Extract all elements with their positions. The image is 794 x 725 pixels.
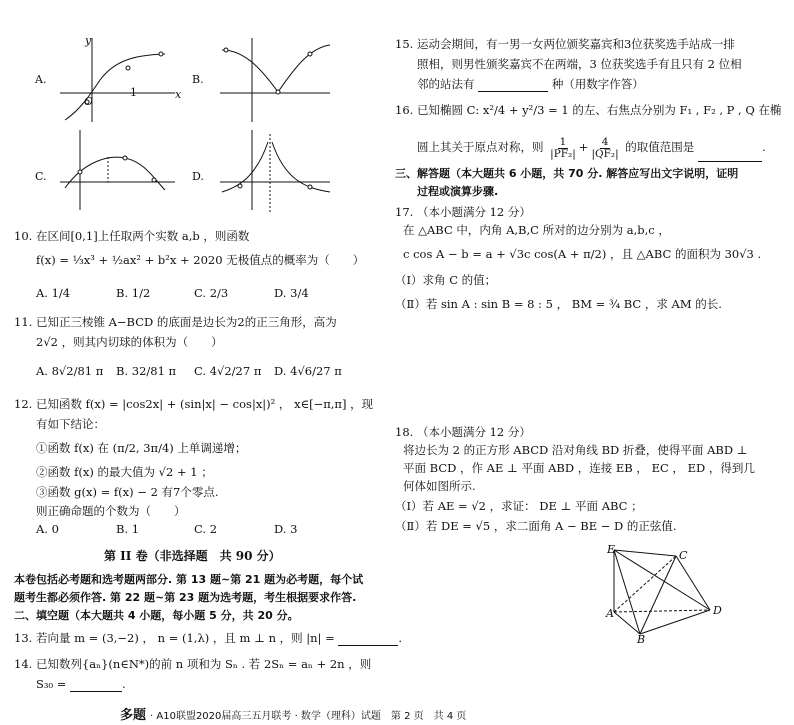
part2-intro-1: 本卷包括必考题和选考题两部分. 第 13 题~第 21 题为必考题，每个试 — [14, 573, 364, 586]
q12-conclusion-3: ③函数 g(x) = f(x) − 2 有7个零点. — [36, 485, 219, 499]
q14-ask — [36, 676, 126, 692]
q17-part-2: （Ⅱ）若 sin A : sin B = 8 : 5 ， BM = ¾ BC ，求 AM 的长. — [395, 297, 722, 311]
geometry-figure — [600, 540, 730, 645]
q12-option-b: B. 1 — [116, 522, 140, 536]
q12-conclusion-1: ①函数 f(x) 在 (π/2, 3π/4) 上单调递增； — [36, 441, 247, 455]
q16-text-2: 的取值范围是 — [625, 140, 695, 154]
q16-frac-2: $\frac{4}{\text{|QF₂|}}$ — [591, 135, 619, 160]
q18-line-2: 平面 BCD ，作 AE ⊥ 平面 ABD ，连接 EB ， EC ， ED ，得到几 — [403, 461, 755, 475]
q12-conclusion-2: ②函数 f(x) 的最大值为 √2 + 1 ； — [36, 465, 213, 479]
q12-stem: 12. 已知函数 f(x) = |cos2x| + (sin|x| − cos|x|)² ， x∈[−π,π] ，现 — [14, 397, 374, 411]
q10-stem: 10. 在区间[0,1]上任取两个实数 a,b ，则函数 — [14, 229, 250, 243]
q10-option-b: B. 1/2 — [116, 286, 151, 300]
q15-text-end: 种（用数字作答） — [551, 77, 644, 91]
q12-option-a: A. 0 — [36, 522, 59, 536]
figure-label-d: D — [713, 604, 722, 617]
q16-text: 圆上其关于原点对称，则 — [417, 140, 544, 154]
q16-line-1: 16. 已知椭圆 C: x²/4 + y²/3 = 1 的左、右焦点分别为 F₁ , F₂ , P , Q 在椭 — [395, 103, 782, 117]
axis-x-label: x — [175, 88, 182, 101]
q18-head: 18. （本小题满分 12 分） — [395, 425, 531, 439]
graph-label-d: D. — [192, 170, 204, 183]
q14-stem: 14. 已知数列{aₙ}(n∈N*)的前 n 项和为 Sₙ . 若 2Sₙ = aₙ + 2n ，则 — [14, 657, 372, 671]
q18-line-3: 何体如图所示. — [403, 479, 476, 493]
axis-y-label: y — [85, 34, 92, 47]
answer-section-title: 三、解答题（本大题共 6 小题，共 70 分. 解答应写出文字说明，证明 — [395, 167, 739, 180]
q10-option-c: C. 2/3 — [194, 286, 229, 300]
q16-line-2: 圆上其关于原点对称，则 $\frac{1}{\text{|PF₂|}}$ + $\frac{4}{\text{|QF₂|}}$ 的取值范围是 . — [417, 132, 766, 162]
q10-option-a: A. 1/4 — [36, 286, 71, 300]
q12-option-d: D. 3 — [274, 522, 298, 536]
q14-answer-blank[interactable] — [70, 680, 122, 692]
q12-stem-cont: 有如下结论： — [36, 417, 105, 431]
q15-line-1: 15. 运动会期间，有一男一女两位颁奖嘉宾和3位获奖选手站成一排 — [395, 37, 735, 51]
part2-intro-2: 题考生都必须作答. 第 22 题~第 23 题为选考题，考生根据要求作答. — [14, 591, 357, 604]
q14-s30: S₃₀ = — [36, 677, 67, 691]
q11-option-a: A. 8√2/81 π — [36, 364, 104, 378]
origin-label: O — [84, 95, 94, 108]
answer-section-title-cont: 过程或演算步骤. — [417, 185, 499, 198]
q11-option-b: B. 32/81 π — [116, 364, 177, 378]
q14-end: . — [122, 677, 126, 691]
q17-head: 17. （本小题满分 12 分） — [395, 205, 531, 219]
tick-one-label: 1 — [130, 86, 137, 99]
q11-option-c: C. 4√2/27 π — [194, 364, 262, 378]
figure-label-e: E — [607, 543, 616, 556]
q11-option-d: D. 4√6/27 π — [274, 364, 342, 378]
graph-label-b: B. — [192, 73, 204, 86]
q12-option-c: C. 2 — [194, 522, 218, 536]
q16-answer-blank[interactable] — [698, 150, 762, 162]
part2-title: 第 II 卷（非选择题 共 90 分） — [104, 549, 281, 563]
q10-function: f(x) = ⅓x³ + ½ax² + b²x + 2020 无极值点的概率为（ ） — [36, 253, 365, 267]
footer-text: · A10联盟2020届高三五月联考 · 数学（理科）试题 第 2 页 共 4 页 — [150, 711, 467, 722]
q17-line-2: c cos A − b = a + √3c cos(A + π/2) ，且 △ABC 的面积为 30√3 . — [403, 247, 762, 261]
q13-text: 13. 若向量 m = (3,−2) ， n = (1,λ) ，且 m ⊥ n ，则 |n| = — [14, 631, 335, 645]
figure-label-a: A — [606, 607, 614, 620]
fill-section-title: 二、填空题（本大题共 4 小题，每小题 5 分，共 20 分。 — [14, 609, 299, 622]
graph-label-a: A. — [35, 73, 47, 86]
q11-stem-cont: 2√2 ，则其内切球的体积为（ ） — [36, 335, 223, 349]
q13-answer-blank[interactable] — [338, 634, 398, 646]
q18-part-1: （Ⅰ）若 AE = √2 ，求证： DE ⊥ 平面 ABC ； — [395, 499, 643, 513]
q18-part-2: （Ⅱ）若 DE = √5 ，求二面角 A − BE − D 的正弦值. — [395, 519, 677, 533]
figure-label-b: B — [637, 633, 646, 646]
q13-end: . — [398, 631, 403, 645]
q10-option-d: D. 3/4 — [274, 286, 309, 300]
q16-end: . — [761, 140, 766, 154]
q15-text: 邻的站法有 — [417, 77, 475, 91]
q18-line-1: 将边长为 2 的正方形 ABCD 沿对角线 BD 折叠，使得平面 ABD ⊥ — [403, 443, 748, 457]
q12-question: 则正确命题的个数为（ ） — [36, 504, 186, 518]
figure-label-c: C — [679, 549, 688, 562]
q17-part-1: （Ⅰ）求角 C 的值； — [395, 273, 497, 287]
q16-frac-1: $\frac{1}{\text{|PF₂|}}$ — [550, 135, 576, 160]
function-graphs — [30, 30, 375, 225]
q15-answer-blank[interactable] — [478, 80, 548, 92]
page-footer — [120, 704, 466, 723]
q15-line-2: 照相，则男性颁奖嘉宾不在两端，3 位获奖选手有且只有 2 位相 — [417, 57, 742, 71]
q13 — [14, 630, 402, 646]
q11-stem: 11. 已知正三棱锥 A−BCD 的底面是边长为2的正三角形，高为 — [14, 315, 337, 329]
graph-label-c: C. — [35, 170, 47, 183]
right-column — [395, 0, 794, 725]
footer-logo: 多题 — [120, 708, 147, 723]
q17-line-1: 在 △ABC 中，内角 A,B,C 所对的边分别为 a,b,c ， — [403, 223, 670, 237]
q15-line-3 — [417, 76, 644, 92]
